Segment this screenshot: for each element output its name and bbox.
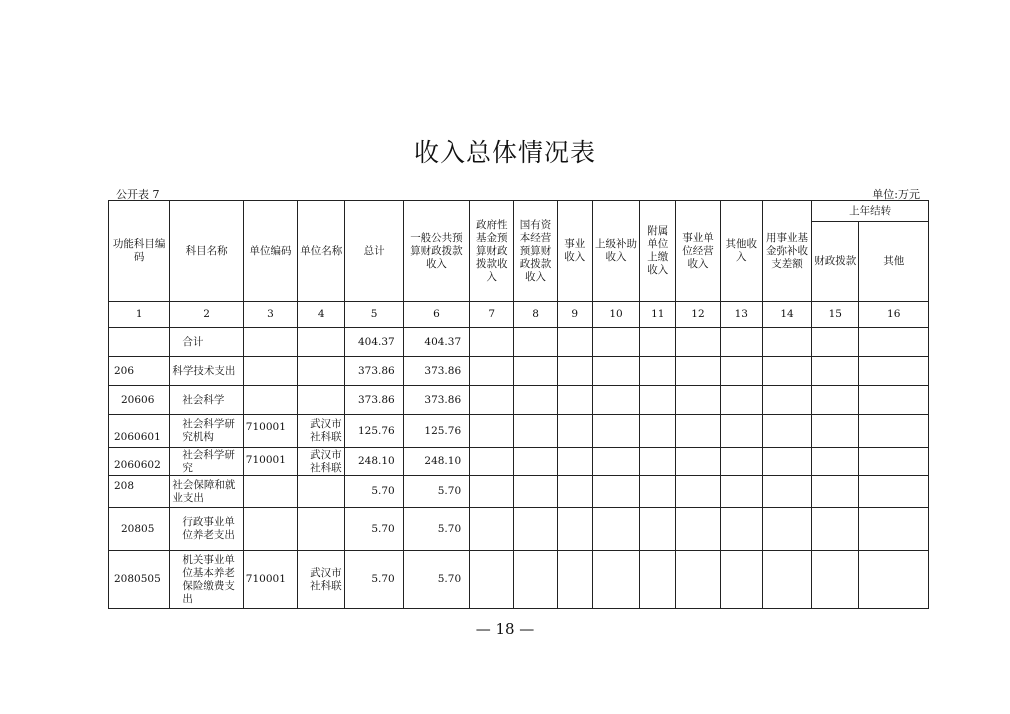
col-number: 4 (298, 302, 345, 328)
row-code: 208 (109, 476, 170, 508)
row-name: 社会科学 (170, 386, 243, 415)
table-row (109, 448, 929, 476)
row-unit-code: 710001 (243, 415, 297, 448)
row-unit-name (298, 476, 345, 508)
col-number: 12 (676, 302, 720, 328)
col-number: 16 (859, 302, 929, 328)
page-number: — 18 — (475, 620, 535, 638)
row-code: 20606 (109, 386, 170, 415)
row-unit-code: 710001 (243, 448, 297, 476)
table-row (109, 328, 929, 357)
header-operating-income: 事业单位经营收入 (676, 201, 720, 302)
row-total: 248.10 (345, 448, 403, 476)
row-general: 373.86 (403, 357, 469, 386)
row-general: 5.70 (403, 551, 469, 609)
row-general: 5.70 (403, 476, 469, 508)
row-name: 机关事业单位基本养老保险缴费支出 (170, 551, 243, 609)
row-general: 373.86 (403, 386, 469, 415)
table-row (109, 357, 929, 386)
table-row (109, 415, 929, 448)
row-code: 206 (109, 357, 170, 386)
row-unit-code (243, 476, 297, 508)
header-carryover-other: 其他 (859, 222, 929, 302)
col-number: 3 (243, 302, 297, 328)
row-total: 404.37 (345, 328, 403, 357)
row-unit-name (298, 386, 345, 415)
col-number: 1 (109, 302, 170, 328)
row-code: 20805 (109, 508, 170, 551)
row-unit-code (243, 357, 297, 386)
col-number: 8 (514, 302, 557, 328)
row-unit-name (298, 508, 345, 551)
header-fund-balance: 用事业基金弥补收支差额 (762, 201, 811, 302)
row-total: 5.70 (345, 551, 403, 609)
col-number: 14 (762, 302, 811, 328)
header-unit-name: 单位名称 (298, 201, 345, 302)
row-unit-code (243, 508, 297, 551)
row-name: 行政事业单位养老支出 (170, 508, 243, 551)
header-total: 总计 (345, 201, 403, 302)
header-gov-fund: 政府性基金预算财政拨款收入 (470, 201, 514, 302)
row-unit-name (298, 328, 345, 357)
col-number: 13 (720, 302, 762, 328)
row-unit-name: 武汉市社科联 (298, 551, 345, 609)
col-number: 9 (557, 302, 592, 328)
table-row (109, 551, 929, 609)
row-code: 2060601 (109, 415, 170, 448)
row-general: 248.10 (403, 448, 469, 476)
row-unit-name (298, 357, 345, 386)
header-subject-name: 科目名称 (170, 201, 243, 302)
header-func-code: 功能科目编码 (109, 201, 170, 302)
header-unit-code: 单位编码 (243, 201, 297, 302)
col-number: 7 (470, 302, 514, 328)
header-business-income: 事业收入 (557, 201, 592, 302)
col-number: 15 (812, 302, 859, 328)
row-unit-name: 武汉市社科联 (298, 448, 345, 476)
income-table (108, 200, 929, 609)
row-name: 社会科学研究 (170, 448, 243, 476)
row-unit-name: 武汉市社科联 (298, 415, 345, 448)
col-number: 5 (345, 302, 403, 328)
col-number: 11 (640, 302, 676, 328)
row-name: 科学技术支出 (170, 357, 243, 386)
row-code (109, 328, 170, 357)
table-row (109, 386, 929, 415)
form-label: 公开表 7 (116, 188, 160, 201)
header-other-income: 其他收入 (720, 201, 762, 302)
row-total: 373.86 (345, 386, 403, 415)
row-code: 2080505 (109, 551, 170, 609)
unit-label: 单位:万元 (872, 188, 920, 201)
row-name: 合计 (170, 328, 243, 357)
row-name: 社会保障和就业支出 (170, 476, 243, 508)
page-title: 收入总体情况表 (413, 138, 596, 167)
row-unit-code: 710001 (243, 551, 297, 609)
row-total: 5.70 (345, 476, 403, 508)
table-row (109, 508, 929, 551)
col-number: 2 (170, 302, 243, 328)
row-total: 125.76 (345, 415, 403, 448)
header-affiliated-income: 附属单位上缴收入 (640, 201, 676, 302)
row-general: 404.37 (403, 328, 469, 357)
row-general: 125.76 (403, 415, 469, 448)
row-total: 5.70 (345, 508, 403, 551)
row-unit-code (243, 328, 297, 357)
header-superior-subsidy: 上级补助收入 (592, 201, 639, 302)
row-name: 社会科学研究机构 (170, 415, 243, 448)
header-state-capital: 国有资本经营预算财政拨款收入 (514, 201, 557, 302)
col-number: 10 (592, 302, 639, 328)
row-general: 5.70 (403, 508, 469, 551)
row-total: 373.86 (345, 357, 403, 386)
header-carryover: 上年结转 (812, 201, 929, 222)
table-row (109, 476, 929, 508)
header-general-budget: 一般公共预算财政拨款收入 (403, 201, 469, 302)
row-code: 2060602 (109, 448, 170, 476)
header-carryover-fiscal: 财政拨款 (812, 222, 859, 302)
col-number: 6 (403, 302, 469, 328)
row-unit-code (243, 386, 297, 415)
